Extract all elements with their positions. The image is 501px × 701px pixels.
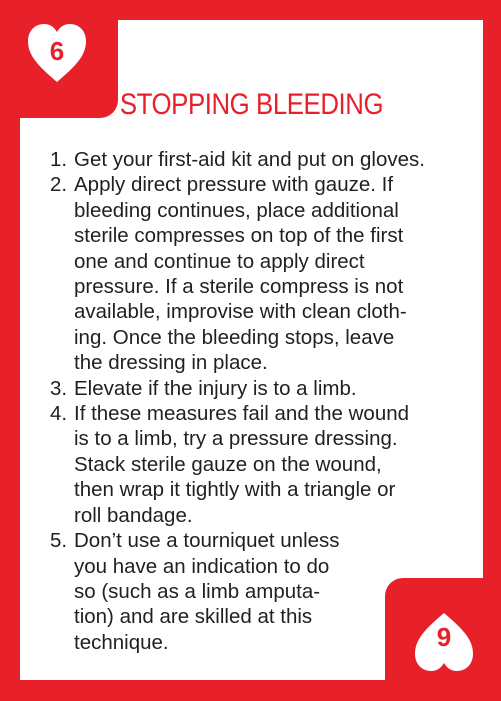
card-number-bottom: 9 [436, 622, 452, 652]
step-text: If these measures fail and the wound is to a limb, try a pressure dressing. Stack sterile gauze on the wound, then wrap it tightly with a triangle or roll bandage. [74, 402, 410, 527]
step-item [50, 401, 450, 528]
step-text: Don’t use a tourniquet unless you have an indication to do so (such as a limb amputa- tion) and are skilled at this technique. [74, 529, 340, 654]
card-title: STOPPING BLEEDING [119, 88, 384, 121]
step-item [50, 376, 450, 401]
step-text: Apply direct pressure with gauze. If bleeding continues, place additional sterile compresses on top of the first one and continue to apply direct pressure. If a sterile compress is not available, improvise with clean cloth- ing. Once the bleeding stops, leave the dressing in place. [74, 173, 407, 375]
step-number: 1. [50, 148, 68, 171]
card-number-top: 6 [49, 36, 65, 66]
step-item [50, 528, 450, 655]
step-item [50, 147, 450, 172]
step-number: 5. [50, 529, 68, 553]
step-number: 4. [50, 402, 68, 426]
steps-list [50, 147, 450, 655]
step-number: 2. [50, 173, 68, 197]
step-item [50, 172, 450, 375]
top-heart-icon [25, 22, 89, 84]
step-text: Get your first-aid kit and put on gloves. [74, 148, 425, 171]
step-number: 3. [50, 376, 68, 400]
step-text: Elevate if the injury is to a limb. [74, 376, 357, 400]
